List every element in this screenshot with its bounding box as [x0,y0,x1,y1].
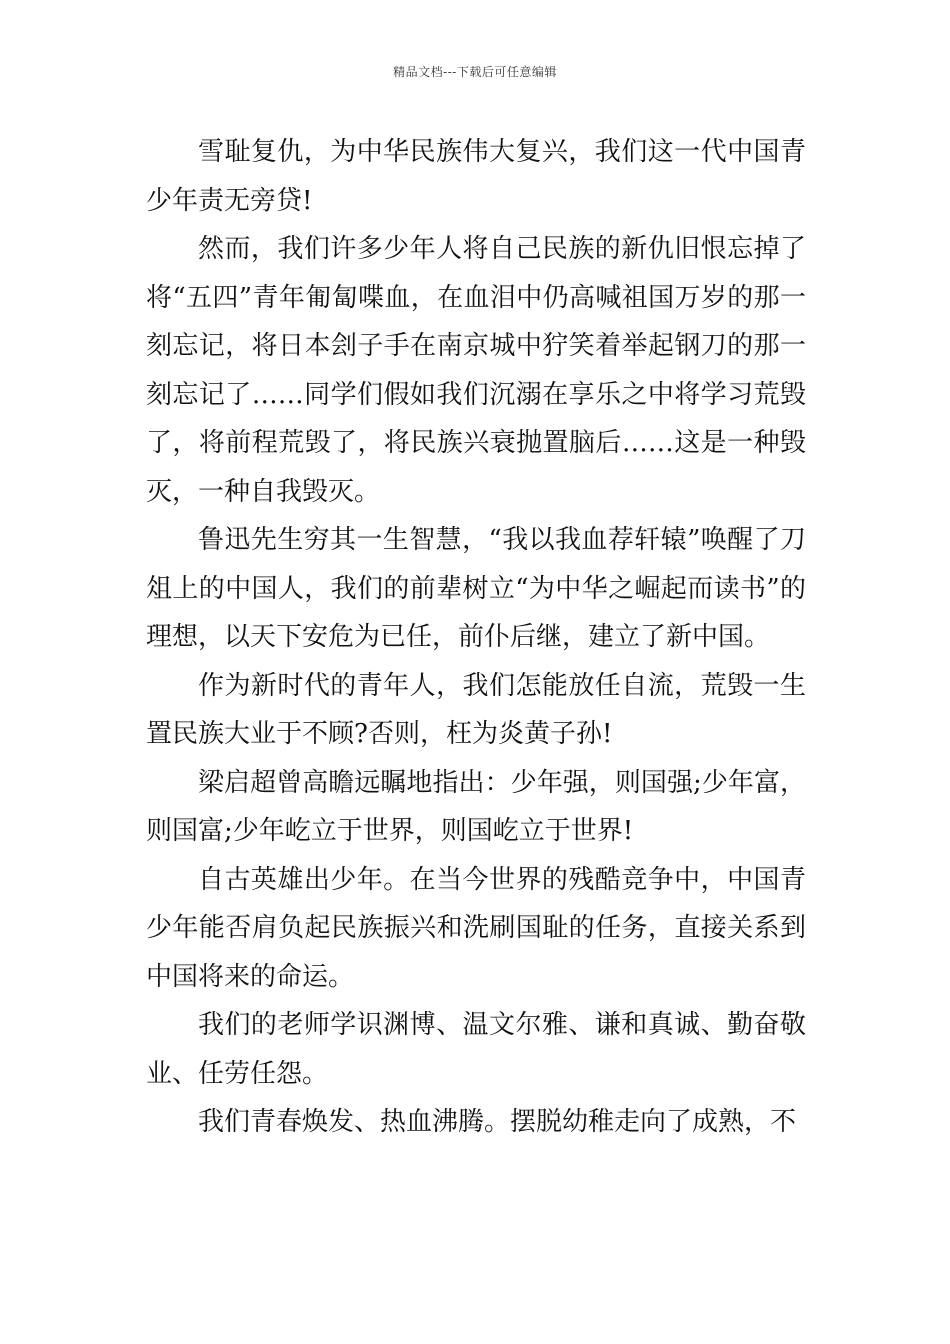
paragraph: 梁启超曾高瞻远瞩地指出：少年强，则国强;少年富，则国富;少年屹立于世界，则国屹立于世界! [146,767,806,846]
paragraph: 然而，我们许多少年人将自己民族的新仇旧恨忘掉了将“五四”青年匍匐喋血，在血泪中仍高喊祖国万岁的那一刻忘记，将日本刽子手在南京城中狞笑着举起钢刀的那一刻忘记了……同学们假如我们沉溺在享乐之中将学习荒毁了，将前程荒毁了，将民族兴衰抛置脑后……这是一种毁灭，一种自我毁灭。 [146,234,806,507]
paragraph: 自古英雄出少年。在当今世界的残酷竞争中，中国青少年能否肩负起民族振兴和洗刷国耻的任务，直接关系到中国将来的命运。 [146,864,806,992]
paragraph: 鲁迅先生穷其一生智慧，“我以我血荐轩辕”唤醒了刀俎上的中国人，我们的前辈树立“为中华之崛起而读书”的理想，以天下安危为已任，前仆后继，建立了新中国。 [146,525,806,652]
document-body [146,128,806,1147]
paragraph: 我们青春焕发、热血沸腾。摆脱幼稚走向了成熟，不 [198,1107,797,1137]
paragraph: 作为新时代的青年人，我们怎能放任自流，荒毁一生置民族大业于不顾?否则，枉为炎黄子孙! [146,670,806,749]
paragraph: 我们的老师学识渊博、温文尔雅、谦和真诚、勤奋敬业、任劳任怨。 [146,1010,806,1089]
paragraph: 雪耻复仇，为中华民族伟大复兴，我们这一代中国青少年责无旁贷! [146,137,806,216]
page-header: 精品文档---下载后可任意编辑 [393,65,557,79]
